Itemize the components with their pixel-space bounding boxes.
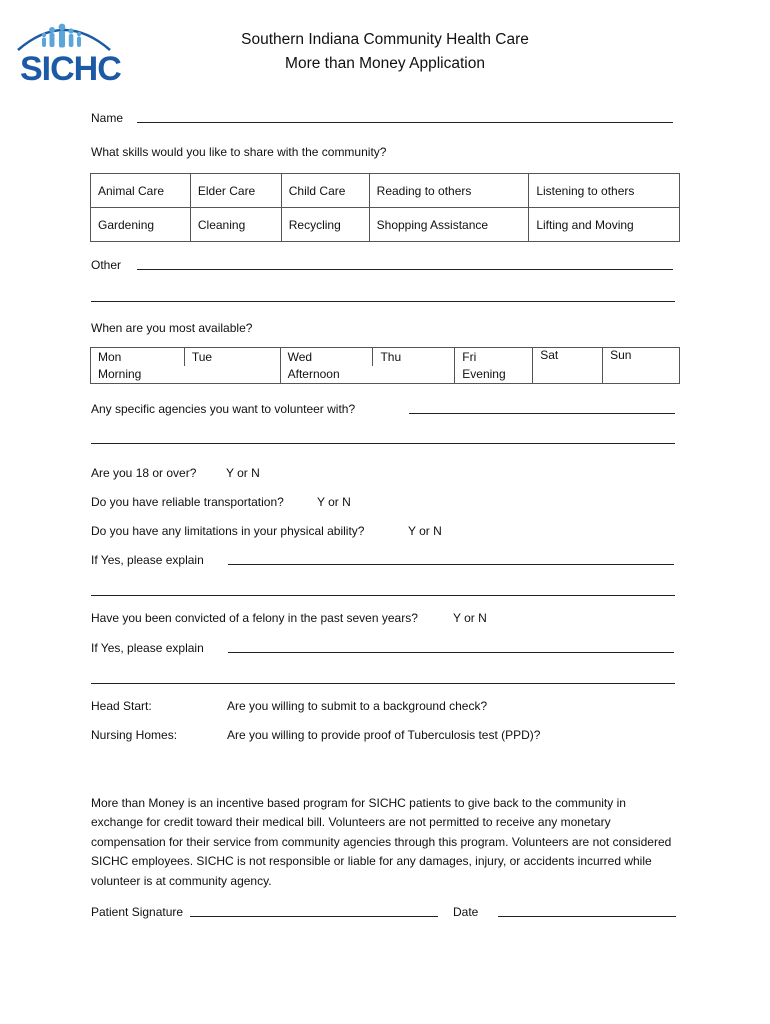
nursing-homes-text: Are you willing to provide proof of Tuberculosis test (PPD)? <box>227 728 541 742</box>
signature-label: Patient Signature <box>91 905 184 919</box>
page-subtitle: More than Money Application <box>285 55 485 72</box>
page-title: Southern Indiana Community Health Care <box>241 31 529 48</box>
skills-table <box>90 173 680 242</box>
day-mon[interactable]: Mon <box>91 348 185 366</box>
age-question: Are you 18 or over? <box>91 466 197 480</box>
explain-label-1: If Yes, please explain <box>91 553 204 567</box>
explain-field-1-continued[interactable] <box>91 584 675 596</box>
other-label: Other <box>91 258 122 272</box>
skill-option[interactable]: Cleaning <box>190 208 281 242</box>
skills-question: What skills would you like to share with the community? <box>91 145 387 159</box>
skill-option[interactable]: Child Care <box>281 174 369 208</box>
skill-option[interactable]: Lifting and Moving <box>529 208 680 242</box>
time-morning[interactable]: Morning <box>91 366 281 384</box>
transport-answer[interactable]: Y or N <box>317 495 351 509</box>
skill-option[interactable]: Gardening <box>91 208 191 242</box>
day-sat[interactable]: Sat <box>533 348 603 384</box>
limitations-answer[interactable]: Y or N <box>408 524 442 538</box>
program-description: More than Money is an incentive based program for SICHC patients to give back to the community in exchange for credit toward their medical bill. Volunteers are not permitted to receive any monetary compensation for their service from community agencies through this program. Volunteers are not considered SICHC employees. SICHC is not responsible or liable for any damages, injury, or accidents incurred while volunteer is at community agency. <box>91 796 672 888</box>
explain-label-2: If Yes, please explain <box>91 641 204 655</box>
explain-field-2-continued[interactable] <box>91 672 675 684</box>
limitations-question: Do you have any limitations in your physical ability? <box>91 524 365 538</box>
skills-row <box>91 174 680 208</box>
agencies-field-continued[interactable] <box>91 432 675 444</box>
signature-field[interactable] <box>190 905 438 917</box>
head-start-text: Are you willing to submit to a background check? <box>227 699 488 713</box>
age-answer[interactable]: Y or N <box>226 466 260 480</box>
nursing-homes-label: Nursing Homes: <box>91 728 178 742</box>
day-sun[interactable]: Sun <box>603 348 680 384</box>
day-fri[interactable]: Fri <box>455 348 533 366</box>
time-afternoon[interactable]: Afternoon <box>280 366 455 384</box>
date-field[interactable] <box>498 905 676 917</box>
head-start-label: Head Start: <box>91 699 152 713</box>
day-wed[interactable]: Wed <box>280 348 373 366</box>
skill-option[interactable]: Elder Care <box>190 174 281 208</box>
availability-table <box>90 347 680 384</box>
day-tue[interactable]: Tue <box>184 348 280 366</box>
skill-option[interactable]: Shopping Assistance <box>369 208 529 242</box>
availability-days-row <box>91 348 680 366</box>
day-thu[interactable]: Thu <box>373 348 455 366</box>
other-field[interactable] <box>137 258 673 270</box>
felony-question: Have you been convicted of a felony in the past seven years? <box>91 611 418 625</box>
explain-field-1[interactable] <box>228 553 674 565</box>
sichc-logo <box>14 16 121 88</box>
name-field[interactable] <box>137 111 673 123</box>
skill-option[interactable]: Animal Care <box>91 174 191 208</box>
skill-option[interactable]: Listening to others <box>529 174 680 208</box>
skill-option[interactable]: Recycling <box>281 208 369 242</box>
availability-question: When are you most available? <box>91 321 253 335</box>
agencies-field[interactable] <box>409 402 675 414</box>
other-field-continued[interactable] <box>91 290 675 302</box>
skill-option[interactable]: Reading to others <box>369 174 529 208</box>
time-evening[interactable]: Evening <box>455 366 533 384</box>
date-label: Date <box>453 905 479 919</box>
explain-field-2[interactable] <box>228 641 674 653</box>
skills-row <box>91 208 680 242</box>
agencies-question: Any specific agencies you want to volunteer with? <box>91 402 356 416</box>
felony-answer[interactable]: Y or N <box>453 611 487 625</box>
transport-question: Do you have reliable transportation? <box>91 495 284 509</box>
logo-text: SICHC <box>20 50 121 88</box>
name-label: Name <box>91 111 124 125</box>
